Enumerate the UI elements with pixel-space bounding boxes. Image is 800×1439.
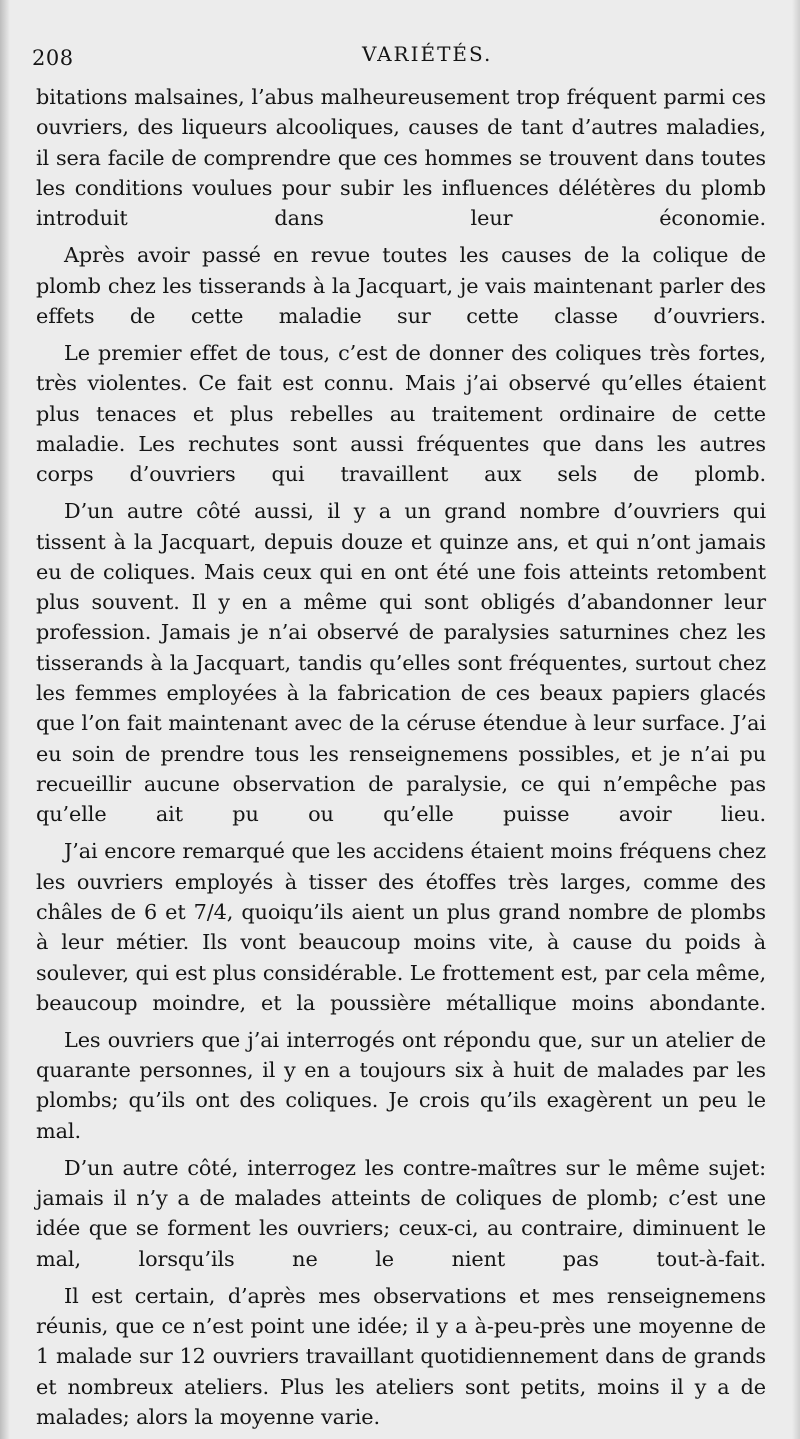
paragraph-7: D’un autre côté, interrogez les contre-maîtres sur le même sujet: jamais il n’y a de malades atteints de coliques de plomb; c’est une idée que se forment les ouvriers; ceux-ci, au contraire, diminuent le mal, lorsqu’ils ne le nient pas tout-à-fait. (36, 1155, 766, 1271)
page-number: 208 (32, 46, 74, 70)
paragraph-6: Les ouvriers que j’ai interrogés ont répondu que, sur un atelier de quarante personnes, il y en a toujours six à huit de malades par les plombs; qu’ils ont des coliques. Je crois qu’ils exagèrent un peu le mal. (36, 1027, 766, 1143)
paragraph-2: Après avoir passé en revue toutes les causes de la colique de plomb chez les tisserands à la Jacquart, je vais maintenant parler des effets de cette maladie sur cette classe d’ouvriers. (36, 243, 766, 328)
paragraph-4: D’un autre côté aussi, il y a un grand nombre d’ouvriers qui tissent à la Jacquart, depuis douze et quinze ans, et qui n’ont jamais eu de coliques. Mais ceux qui en ont été une fois atteints retombent plus souvent. Il y en a même qui sont obligés d’abandonner leur profession. Jamais je n’ai observé de paralysies saturnines chez les tisserands à la Jacquart, tandis qu’elles sont fréquentes, surtout chez les femmes employées à la fabrication de ces beaux papiers glacés que l’on fait maintenant avec de la céruse étendue à leur surface. J’ai eu soin de prendre tous les renseignemens possibles, et je n’ai pu recueillir aucune observation de paralysie, ce qui n’empêche pas qu’elle ait pu ou qu’elle puisse avoir lieu. (36, 499, 766, 827)
paragraph-1: bitations malsaines, l’abus malheureusement trop fréquent parmi ces ouvriers, des liqueurs alcooliques, causes de tant d’autres maladies, il sera facile de comprendre que ces hommes se trouvent dans toutes les conditions voulues pour subir les influences délétères du plomb introduit dans leur économie. (36, 85, 766, 231)
body-text (36, 82, 766, 1439)
paragraph-8: Il est certain, d’après mes observations et mes renseignemens réunis, que ce n’est point une idée; il y a à-peu-près une moyenne de 1 malade sur 12 ouvriers travaillant quotidiennement dans de grands et nombreux ateliers. Plus les ateliers sont petits, moins il y a de malades; alors la moyenne varie. (36, 1283, 766, 1430)
paragraph-3: Le premier effet de tous, c’est de donner des coliques très fortes, très violentes. Ce fait est connu. Mais j’ai observé qu’elles étaient plus tenaces et plus rebelles au traitement ordinaire de cette maladie. Les rechutes sont aussi fréquentes que dans les autres corps d’ouvriers qui travaillent aux sels de plomb. (36, 340, 766, 487)
page-header (32, 38, 770, 78)
running-head: VARIÉTÉS. (362, 42, 493, 66)
paragraph-5: J’ai encore remarqué que les accidens étaient moins fréquens chez les ouvriers employés à tisser des étoffes très larges, comme des châles de 6 et 7/4, quoiqu’ils aient un plus grand nombre de plombs à leur métier. Ils vont beaucoup moins vite, à cause du poids à soulever, qui est plus considérable. Le frottement est, par cela même, beaucoup moindre, et la poussière métallique moins abondante. (36, 839, 766, 1015)
